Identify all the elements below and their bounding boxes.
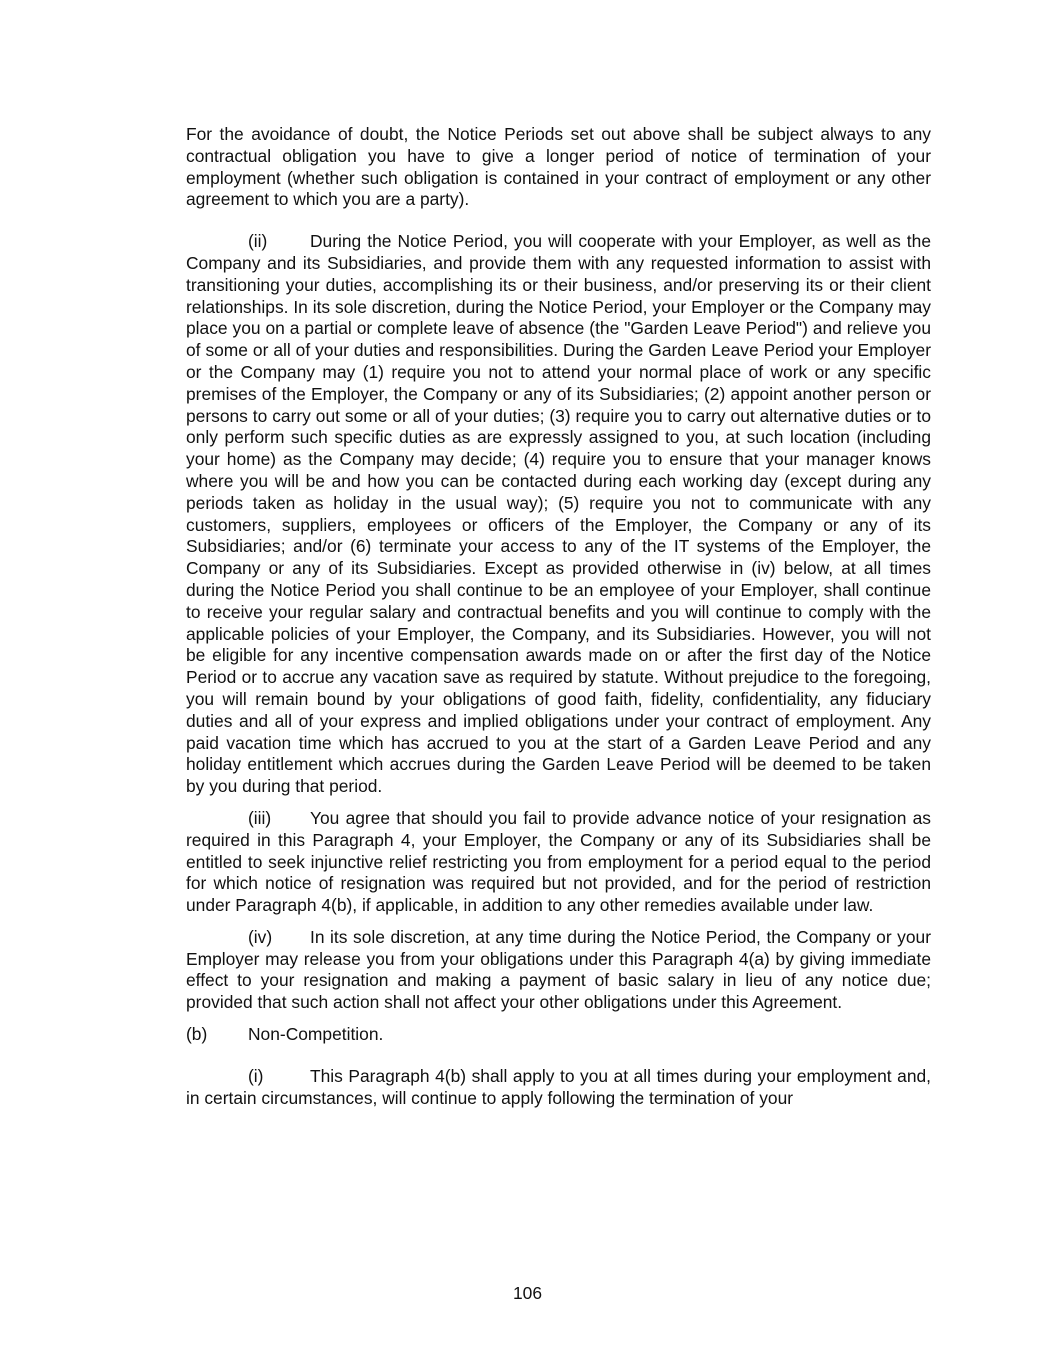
- item-text: You agree that should you fail to provide advance notice of your resignation as required in this Paragraph 4, your Employer, the Company or any of its Subsidiaries shall be entitled to seek injunctive relief restricting you from employment for a period equal to the period for which notice of resignation was required but not provided, and for the period of restriction under Paragraph 4(b), if applicable, in addition to any other remedies available under law.: [186, 807, 931, 916]
- paragraph-ii: [186, 231, 931, 798]
- item-text: During the Notice Period, you will cooperate with your Employer, as well as the Company and its Subsidiaries, and provide them with any requested information to assist with transitioning your duties, accomplishing its or their business, and/or preserving its or their client relationships. In its sole discretion, during the Notice Period, your Employer or the Company may place you on a partial or complete leave of absence (the "Garden Leave Period") and relieve you of some or all of your duties and responsibilities. During the Garden Leave Period your Employer or the Company may (1) require you not to attend your normal place of work or any specific premises of the Employer, the Company or any of its Subsidiaries; (2) appoint another person or persons to carry out some or all of your duties; (3) require you to carry out alternative duties or to only perform such specific duties as are expressly assigned to you, at such location (including your home) as the Company may decide; (4) require you to ensure that your manager knows where you will be and how you can be contacted during each working day (except during any periods taken as holiday in the usual way); (5) require you not to communicate with any customers, suppliers, employees or officers of the Employer, the Company or any of its Subsidiaries; and/or (6) terminate your access to any of the IT systems of the Employer, the Company or any of its Subsidiaries. Except as provided otherwise in (iv) below, at all times during the Notice Period you shall continue to be an employee of your Employer, shall continue to receive your regular salary and contractual benefits and you will continue to comply with the applicable policies of your Employer, the Company, and its Subsidiaries. However, you will not be eligible for any incentive compensation awards made on or after the first day of the Notice Period or to accrue any vacation save as required by statute. Without prejudice to the foregoing, you will remain bound by your obligations of good faith, fidelity, confidentiality, any fiduciary duties and all of your express and implied obligations under your contract of employment. Any paid vacation time which has accrued to you at the start of a Garden Leave Period and any holiday entitlement which accrues during the Garden Leave Period will be deemed to be taken by you during that period.: [186, 231, 931, 797]
- section-title: Non-Competition.: [248, 1024, 384, 1045]
- paragraph-iii: [186, 808, 931, 917]
- item-text: In its sole discretion, at any time during the Notice Period, the Company or your Employer may release you from your obligations under this Paragraph 4(a) by giving immediate effect to your resignation and making a payment of basic salary in lieu of any notice due; provided that such action shall not affect your other obligations under this Agreement.: [186, 926, 931, 1013]
- item-label: (ii): [248, 231, 268, 252]
- paragraph-iv: [186, 927, 931, 1014]
- paragraph-b-i: [186, 1066, 931, 1110]
- section-b-heading: [186, 1024, 931, 1046]
- intro-paragraph: For the avoidance of doubt, the Notice Periods set out above shall be subject always to any contractual obligation you have to give a longer period of notice of termination of your employment (whether such obligation is contained in your contract of employment or any other agreement to which you are a party).: [186, 124, 931, 210]
- document-page: [186, 124, 931, 1109]
- section-label: (b): [186, 1024, 208, 1045]
- item-label: (i): [248, 1065, 264, 1086]
- page-number: 106: [512, 1283, 542, 1303]
- item-label: (iii): [248, 807, 272, 828]
- item-label: (iv): [248, 926, 273, 947]
- item-text: This Paragraph 4(b) shall apply to you at all times during your employment and, in certain circumstances, will continue to apply following the termination of your: [186, 1065, 931, 1108]
